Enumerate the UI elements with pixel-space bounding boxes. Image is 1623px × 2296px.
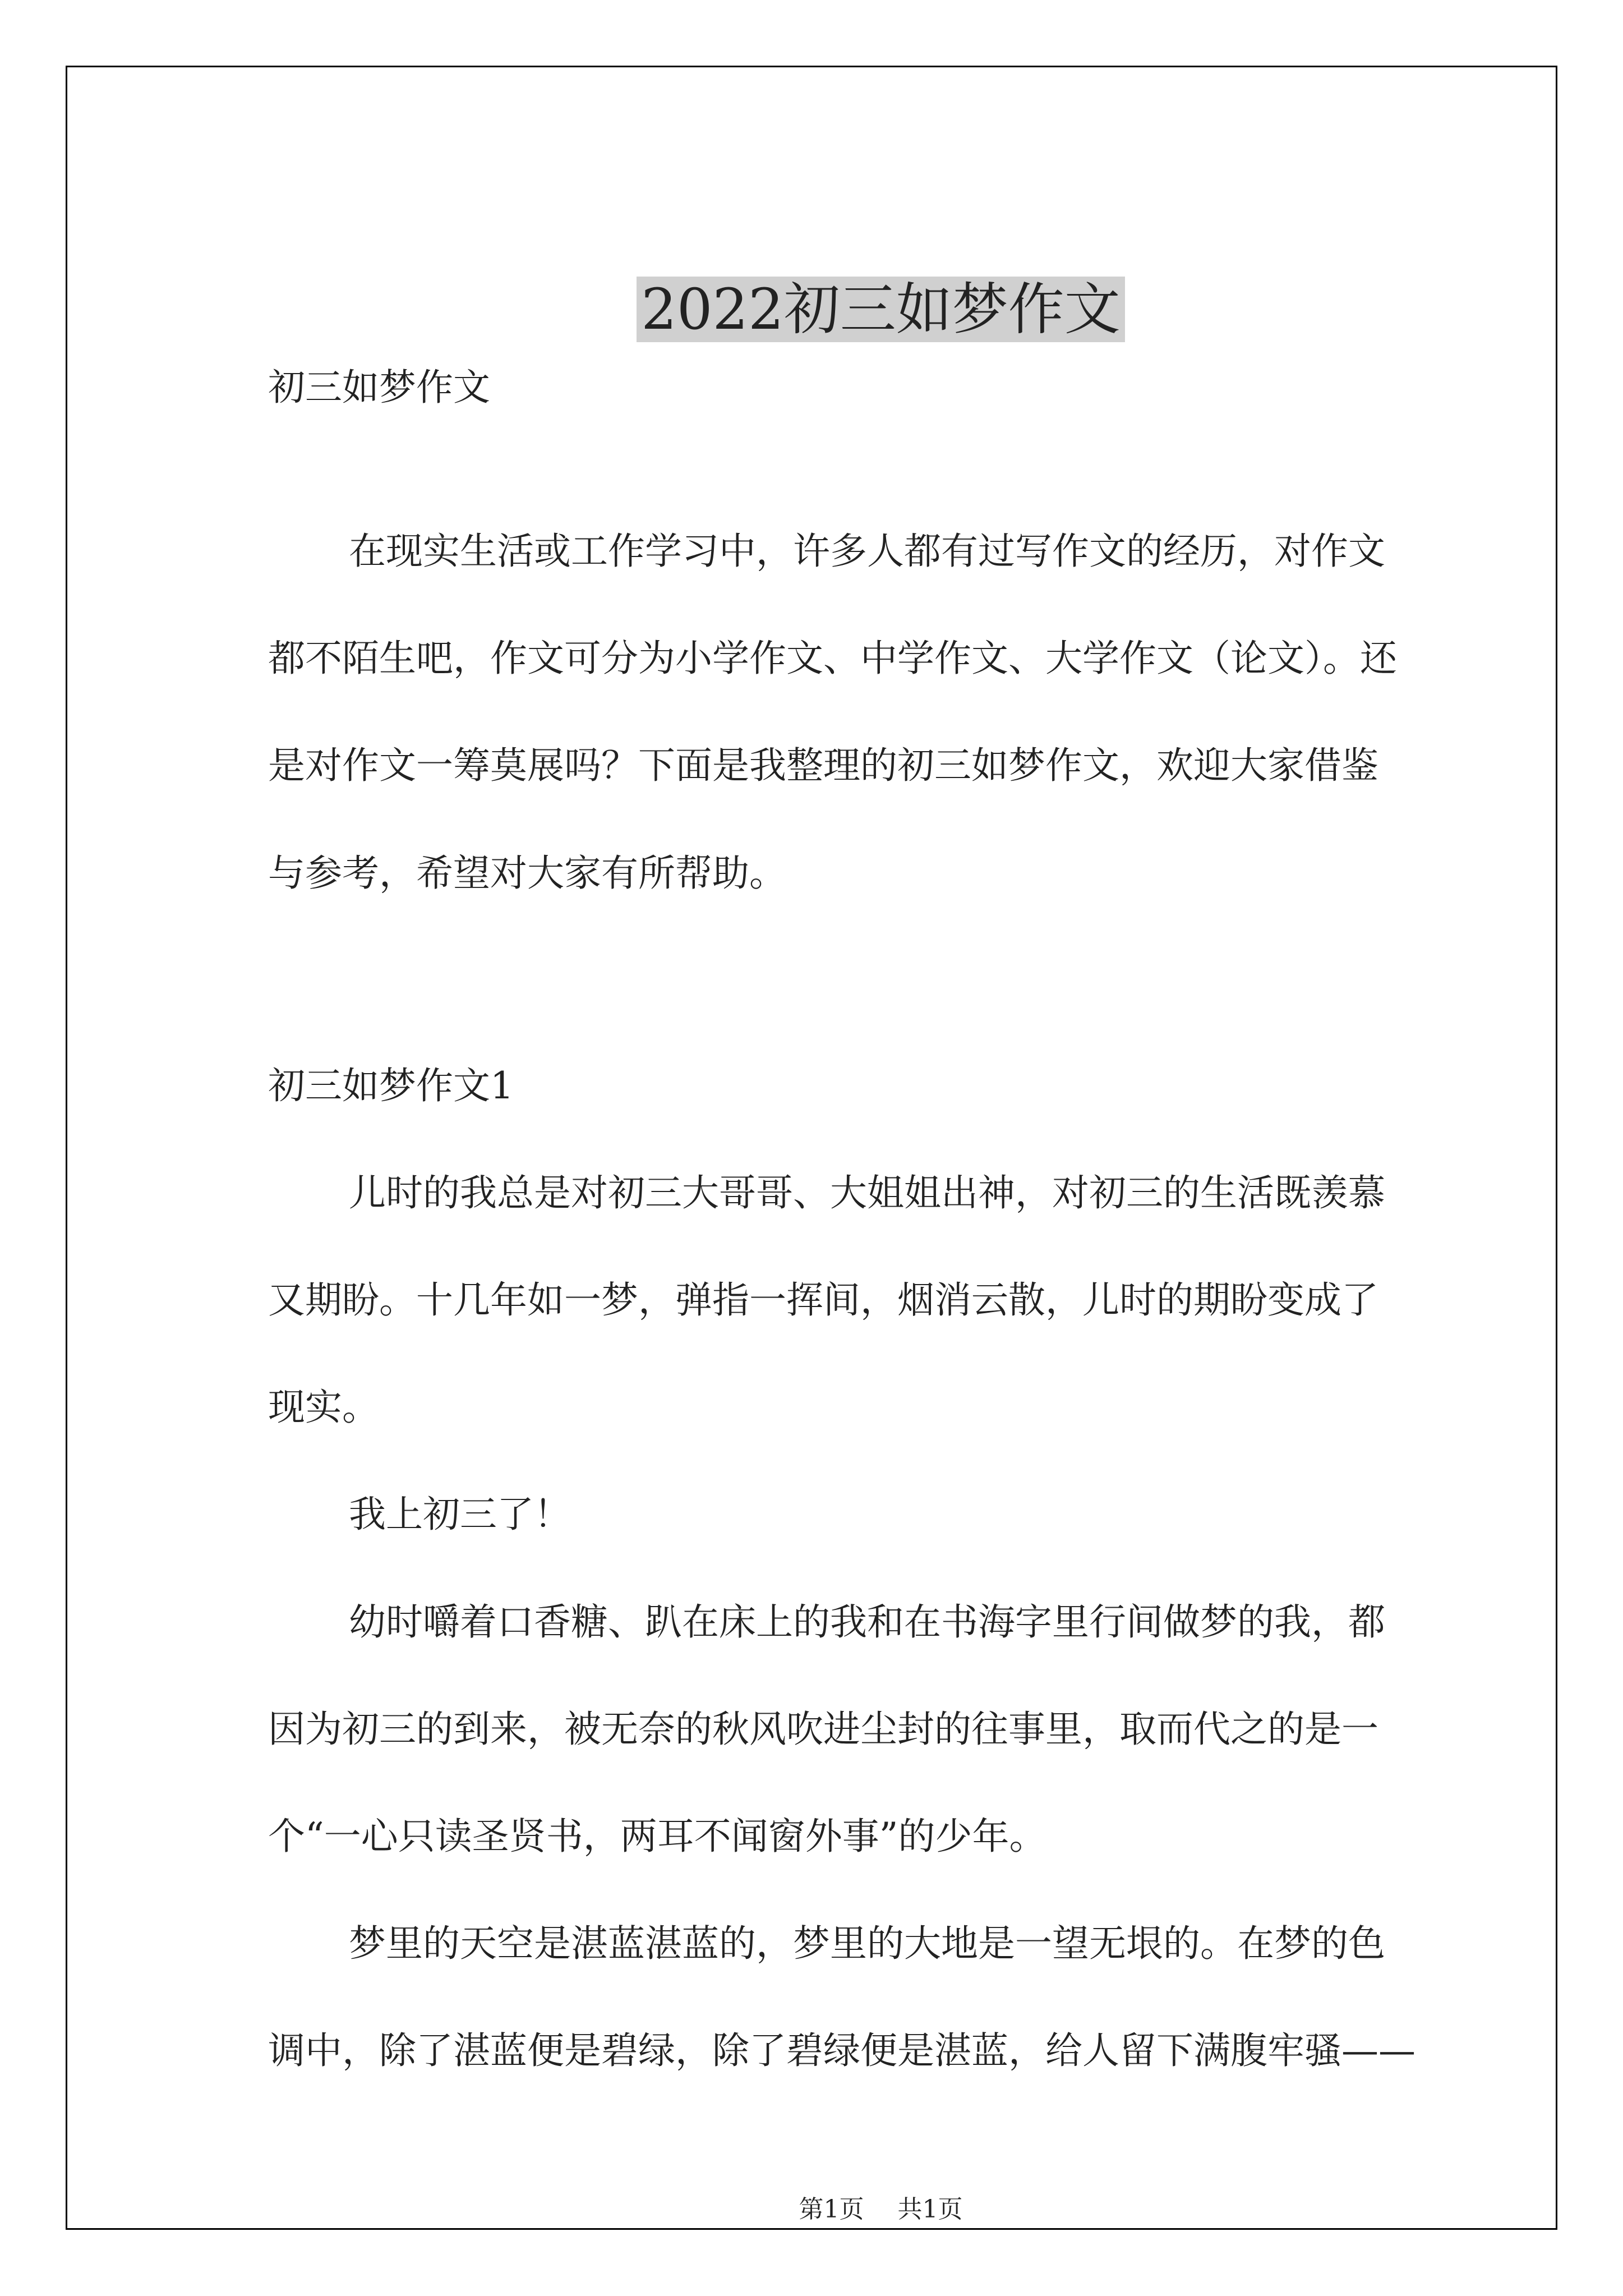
section-heading: 初三如梦作文 [268,366,490,409]
paragraph-line: 因为初三的到来，被无奈的秋风吹进尘封的往事里，取而代之的是一 [268,1708,1378,1751]
paragraph-line: 在现实生活或工作学习中，许多人都有过写作文的经历，对作文 [349,530,1385,573]
section-heading: 初三如梦作文1 [268,1064,514,1107]
page-footer [268,2189,1493,2225]
paragraph-line: 与参考，希望对大家有所帮助。 [268,852,786,895]
document-title [268,270,1493,349]
page-frame [66,66,1557,2230]
paragraph-line: 又期盼。十几年如一梦，弹指一挥间，烟消云散，儿时的期盼变成了 [268,1278,1378,1322]
paragraph-line: 我上初三了！ [349,1493,571,1536]
paragraph-line: 个“一心只读圣贤书，两耳不闻窗外事”的少年。 [268,1815,1046,1858]
paragraph-line: 梦里的天空是湛蓝湛蓝的，梦里的大地是一望无垠的。在梦的色 [349,1922,1385,1965]
paragraph-line: 调中，除了湛蓝便是碧绿，除了碧绿便是湛蓝，给人留下满腹牢骚—— [268,2029,1415,2072]
paragraph-line: 儿时的我总是对初三大哥哥、大姐姐出神，对初三的生活既羡慕 [349,1171,1385,1214]
paragraph-line: 幼时嚼着口香糖、趴在床上的我和在书海字里行间做梦的我，都 [349,1600,1385,1644]
page-number-total: 共1页 [897,2195,963,2224]
page-number-current: 第1页 [799,2195,864,2224]
paragraph-line: 都不陌生吧，作文可分为小学作文、中学作文、大学作文（论文）。还 [268,637,1397,680]
paragraph-line: 现实。 [268,1386,379,1429]
document-title-text: 2022初三如梦作文 [637,277,1125,342]
paragraph-line: 是对作文一筹莫展吗？下面是我整理的初三如梦作文，欢迎大家借鉴 [268,744,1378,787]
